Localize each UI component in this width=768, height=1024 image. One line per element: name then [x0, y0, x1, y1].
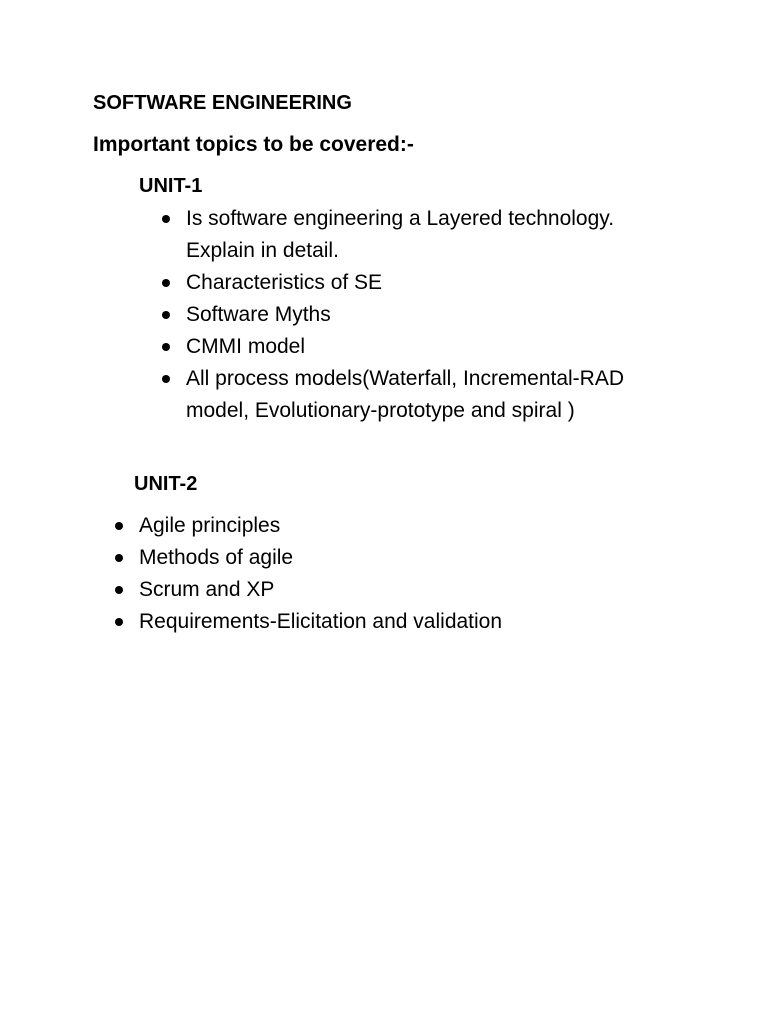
topic-text: Characteristics of SE [186, 271, 383, 294]
list-item [113, 542, 673, 574]
bullet-icon [162, 375, 170, 383]
bullet-icon [115, 586, 123, 594]
list-item [160, 299, 680, 331]
unit-2-heading: UNIT-2 [134, 473, 198, 495]
list-item [160, 331, 680, 363]
document-title: SOFTWARE ENGINEERING [93, 92, 352, 114]
topic-text: Is software engineering a Layered technology. Explain in detail. [186, 207, 615, 262]
bullet-icon [162, 215, 170, 223]
topic-text: Scrum and XP [139, 578, 275, 601]
topic-text: Agile principles [139, 514, 281, 537]
list-item [113, 510, 673, 542]
bullet-icon [115, 618, 123, 626]
list-item [160, 363, 680, 427]
unit-2-topic-list [113, 510, 673, 638]
list-item [160, 267, 680, 299]
unit-1-heading: UNIT-1 [139, 175, 203, 197]
bullet-icon [115, 522, 123, 530]
bullet-icon [162, 279, 170, 287]
topic-text: All process models(Waterfall, Incremental-RAD model, Evolutionary-prototype and spiral ) [186, 367, 625, 422]
bullet-icon [162, 343, 170, 351]
topic-text: Methods of agile [139, 546, 294, 569]
list-item [113, 574, 673, 606]
topic-text: CMMI model [186, 335, 306, 358]
bullet-icon [162, 311, 170, 319]
list-item [160, 203, 680, 267]
bullet-icon [115, 554, 123, 562]
topic-text: Requirements-Elicitation and validation [139, 610, 503, 633]
document-subtitle: Important topics to be covered:- [93, 133, 414, 156]
unit-1-topic-list [160, 203, 680, 427]
list-item [113, 606, 673, 638]
topic-text: Software Myths [186, 303, 331, 326]
